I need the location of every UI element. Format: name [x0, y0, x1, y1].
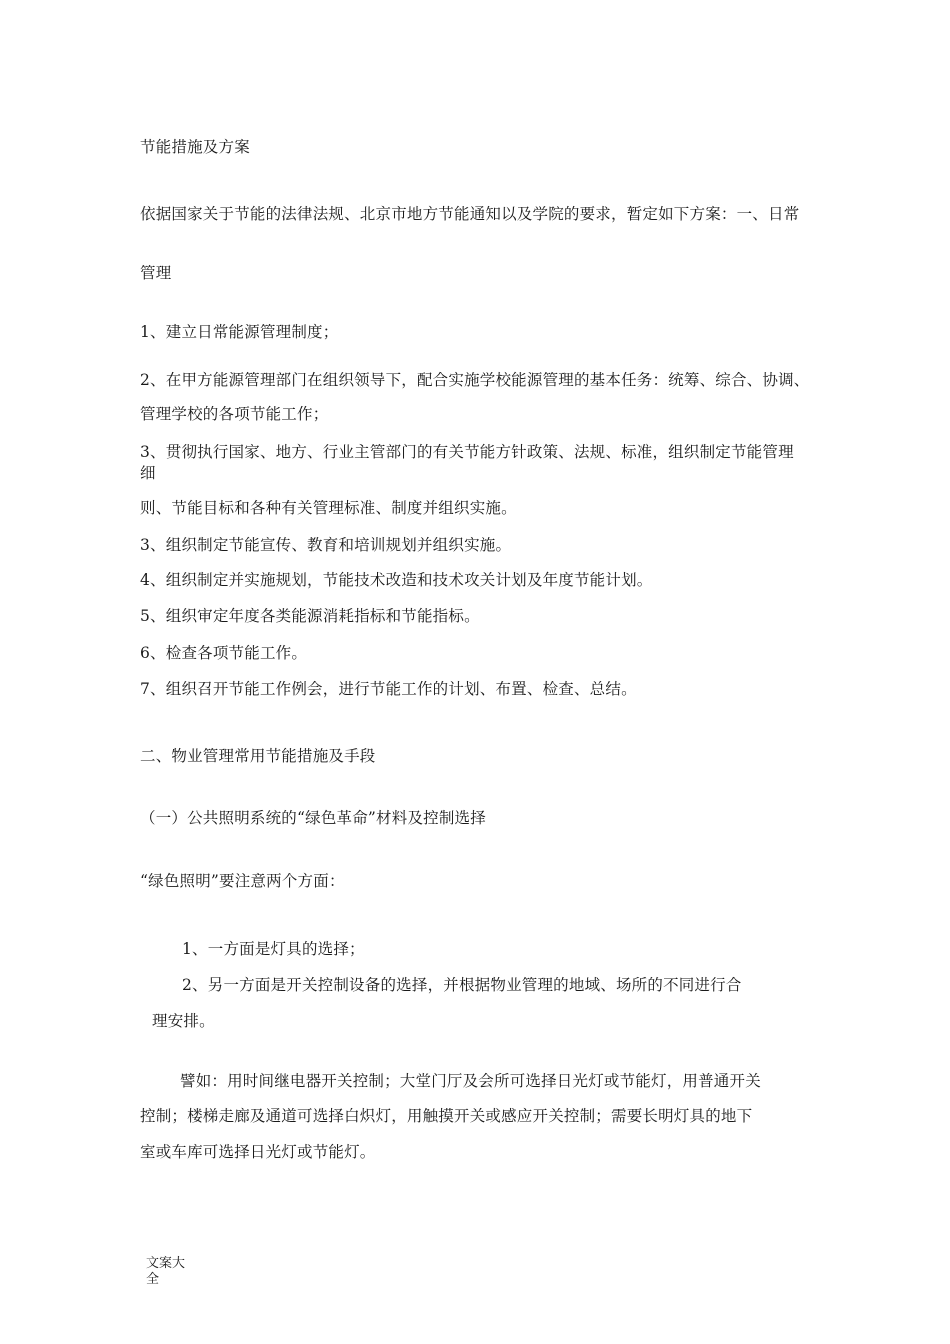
list-item: 3、组织制定节能宣传、教育和培训规划并组织实施。 [140, 536, 512, 554]
list-item: 4、组织制定并实施规划，节能技术改造和技术攻关计划及年度节能计划。 [140, 571, 653, 589]
intro-line-2: 管理 [140, 264, 172, 282]
example-paragraph-line: 控制；楼梯走廊及通道可选择白炽灯，用触摸开关或感应开关控制；需要长明灯具的地下 [140, 1107, 753, 1125]
section-heading: 二、物业管理常用节能措施及手段 [140, 747, 376, 765]
green-lighting-intro: “绿色照明”要注意两个方面： [140, 872, 345, 890]
list-item: 5、组织审定年度各类能源消耗指标和节能指标。 [140, 607, 480, 625]
list-item: 2、在甲方能源管理部门在组织领导下，配合实施学校能源管理的基本任务：统筹、综合、协调、 [140, 371, 810, 389]
list-item: 7、组织召开节能工作例会，进行节能工作的计划、布置、检查、总结。 [140, 680, 637, 698]
list-item: 细 [140, 464, 156, 482]
list-item: 6、检查各项节能工作。 [140, 644, 308, 662]
list-item: 3、贯彻执行国家、地方、行业主管部门的有关节能方针政策、法规、标准，组织制定节能管理 [140, 443, 794, 461]
green-point: 1、一方面是灯具的选择； [182, 940, 365, 958]
list-item: 管理学校的各项节能工作； [140, 405, 329, 423]
example-paragraph-line: 室或车库可选择日光灯或节能灯。 [140, 1143, 376, 1161]
green-point: 2、另一方面是开关控制设备的选择，并根据物业管理的地域、场所的不同进行合 [182, 976, 742, 994]
subsection-heading: （一）公共照明系统的“绿色革命”材料及控制选择 [140, 809, 486, 827]
list-item: 1、建立日常能源管理制度； [140, 323, 339, 341]
green-point: 理安排。 [152, 1012, 215, 1030]
list-item: 则、节能目标和各种有关管理标准、制度并组织实施。 [140, 499, 517, 517]
document-title: 节能措施及方案 [140, 138, 250, 156]
intro-line-1: 依据国家关于节能的法律法规、北京市地方节能通知以及学院的要求，暂定如下方案：一、日常 [140, 205, 800, 223]
example-paragraph-line: 譬如：用时间继电器开关控制；大堂门厅及会所可选择日光灯或节能灯，用普通开关 [180, 1072, 761, 1090]
footer-label: 文案大全 [146, 1256, 186, 1287]
